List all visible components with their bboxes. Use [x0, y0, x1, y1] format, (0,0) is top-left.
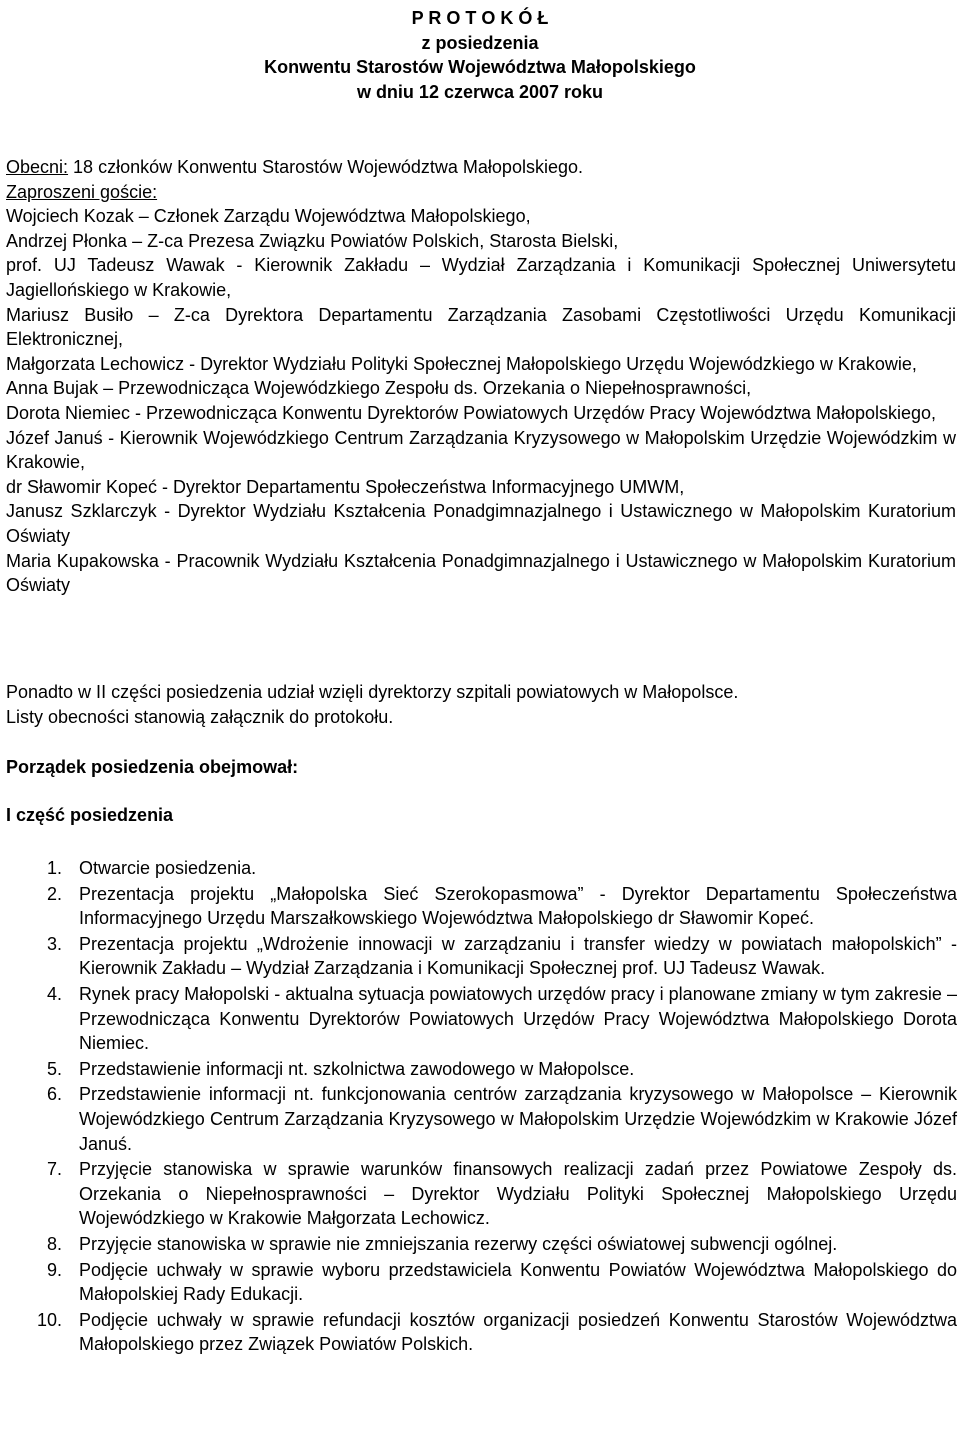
agenda-item-text: Prezentacja projektu „Małopolska Sieć Szerokopasmowa” - Dyrektor Departamentu Społeczeństwa Informacyjnego Urzędu Marszałkowskiego Województwa Małopolskiego dr Sławomir Kopeć. — [79, 883, 957, 929]
agenda-item-number: 6. — [46, 1084, 62, 1105]
agenda-item-number: 4. — [46, 983, 62, 1004]
guest-entry: Janusz Szklarczyk - Dyrektor Wydziału Kształcenia Ponadgimnazjalnego i Ustawicznego w Małopolskim Kuratorium Oświaty — [6, 501, 956, 546]
part-heading: I część posiedzenia — [6, 805, 174, 825]
agenda-item-number: 3. — [46, 933, 62, 954]
guest-entry: Mariusz Busiło – Z-ca Dyrektora Departamentu Zarządzania Zasobami Częstotliwości Urzędu Komunikacji Elektronicznej, — [6, 304, 956, 350]
present-label: Obecni: — [6, 157, 69, 177]
agenda-item — [0, 882, 957, 931]
guest-entry: Andrzej Płonka – Z-ca Prezesa Związku Powiatów Polskich, Starosta Bielski, — [6, 230, 619, 251]
agenda-item-number: 10. — [36, 1309, 62, 1330]
guests-label-line — [6, 180, 956, 205]
agenda-item-text: Przedstawienie informacji nt. funkcjonowania centrów zarządzania kryzysowego w Małopolsce – Kierownik Wojewódzkiego Centrum Zarządzania Kryzysowego w Małopolskim Urzędzie Wojewódzkim w Krakowie Józef Januś. — [79, 1084, 957, 1154]
guest-entry: Dorota Niemiec - Przewodnicząca Konwentu Dyrektorów Powiatowych Urzędów Pracy Województwa Małopolskiego, — [6, 402, 937, 423]
agenda-item-number: 8. — [46, 1233, 62, 1254]
agenda-item-text: Prezentacja projektu „Wdrożenie innowacji w zarządzaniu i transfer wiedzy w powiatach małopolskich” - Kierownik Zakładu – Wydział Zarządzania i Komunikacji Społecznej prof. UJ Tadeusz Wawak. — [79, 933, 957, 979]
agenda-item-number: 1. — [46, 858, 62, 878]
agenda-item — [0, 1232, 957, 1257]
agenda-item — [0, 982, 957, 1056]
agenda-list — [0, 856, 957, 1358]
agenda-item-text: Podjęcie uchwały w sprawie refundacji kosztów organizacji posiedzeń Konwentu Starostów Województwa Małopolskiego przez Związek Powiatów Polskich. — [79, 1309, 957, 1355]
agenda-item — [0, 932, 957, 981]
notes-section — [6, 680, 956, 729]
present-line — [6, 155, 956, 180]
agenda-item-text: Przedstawienie informacji nt. szkolnictwa zawodowego w Małopolsce. — [79, 1058, 635, 1079]
guest-entry: Maria Kupakowska - Pracownik Wydziału Kształcenia Ponadgimnazjalnego i Ustawicznego w Małopolskim Kuratorium Oświaty — [6, 550, 956, 596]
agenda-item — [0, 1157, 957, 1231]
doc-subtitle: z posiedzenia — [421, 32, 539, 53]
guests-label: Zaproszeni goście: — [6, 181, 158, 202]
agenda-item — [0, 856, 957, 881]
guest-entry: dr Sławomir Kopeć - Dyrektor Departamentu Społeczeństwa Informacyjnego UMWM, — [6, 476, 685, 497]
note-line: Listy obecności stanowią załącznik do protokołu. — [6, 706, 394, 727]
agenda-item-number: 7. — [46, 1159, 62, 1180]
note-line: Ponadto w II części posiedzenia udział wzięli dyrektorzy szpitali powiatowych w Małopolsce. — [6, 682, 739, 702]
agenda-item-text: Przyjęcie stanowiska w sprawie warunków finansowych realizacji zadań przez Powiatowe Zespoły ds. Orzekania o Niepełnosprawności – Dyrektor Wydziału Polityki Społecznej Małopolskiego Urzędu Wojewódzkiego w Krakowie Małgorzata Lechowicz. — [79, 1159, 957, 1229]
present-text: 18 członków Konwentu Starostów Województwa Małopolskiego. — [68, 157, 583, 177]
agenda-item — [0, 1082, 957, 1156]
agenda-item-text: Podjęcie uchwały w sprawie wyboru przedstawiciela Konwentu Powiatów Województwa Małopolskiego do Małopolskiej Rady Edukacji. — [79, 1259, 957, 1305]
guest-entry: Małgorzata Lechowicz - Dyrektor Wydziału Polityki Społecznej Małopolskiego Urzędu Wojewódzkiego w Krakowie, — [6, 353, 917, 374]
attendance-section — [6, 155, 956, 598]
agenda-item-text: Rynek pracy Małopolski - aktualna sytuacja powiatowych urzędów pracy i planowane zmiany w tym zakresie – Przewodnicząca Konwentu Dyrektorów Powiatowych Urzędów Pracy Województwa Małopolskiego Dorota Niemiec. — [79, 983, 957, 1054]
guest-entry: Wojciech Kozak – Członek Zarządu Województwa Małopolskiego, — [6, 206, 531, 227]
guest-entry: Józef Januś - Kierownik Wojewódzkiego Centrum Zarządzania Kryzysowego w Małopolskim Urzędzie Wojewódzkim w Krakowie, — [6, 427, 956, 473]
guest-entry: Anna Bujak – Przewodnicząca Wojewódzkiego Zespołu ds. Orzekania o Niepełnosprawności, — [6, 378, 752, 399]
agenda-item-number: 2. — [46, 883, 62, 904]
doc-title: P R O T O K Ó Ł — [411, 8, 549, 28]
agenda-item-number: 5. — [46, 1058, 62, 1079]
guest-entry: prof. UJ Tadeusz Wawak - Kierownik Zakładu – Wydział Zarządzania i Komunikacji Społecznej Uniwersytetu Jagiellońskiego w Krakowie, — [6, 255, 956, 300]
agenda-item — [0, 1258, 957, 1307]
agenda-item-text: Otwarcie posiedzenia. — [79, 858, 257, 878]
agenda-item — [0, 1308, 957, 1357]
doc-body-name: Konwentu Starostów Województwa Małopolskiego — [264, 57, 696, 77]
doc-date: w dniu 12 czerwca 2007 roku — [356, 81, 604, 102]
agenda-item-number: 9. — [46, 1259, 62, 1280]
agenda-item-text: Przyjęcie stanowiska w sprawie nie zmniejszania rezerwy części oświatowej subwencji ogólnej. — [79, 1233, 838, 1254]
document-header — [0, 6, 960, 104]
agenda-heading: Porządek posiedzenia obejmował: — [6, 757, 299, 777]
agenda-item — [0, 1057, 957, 1082]
